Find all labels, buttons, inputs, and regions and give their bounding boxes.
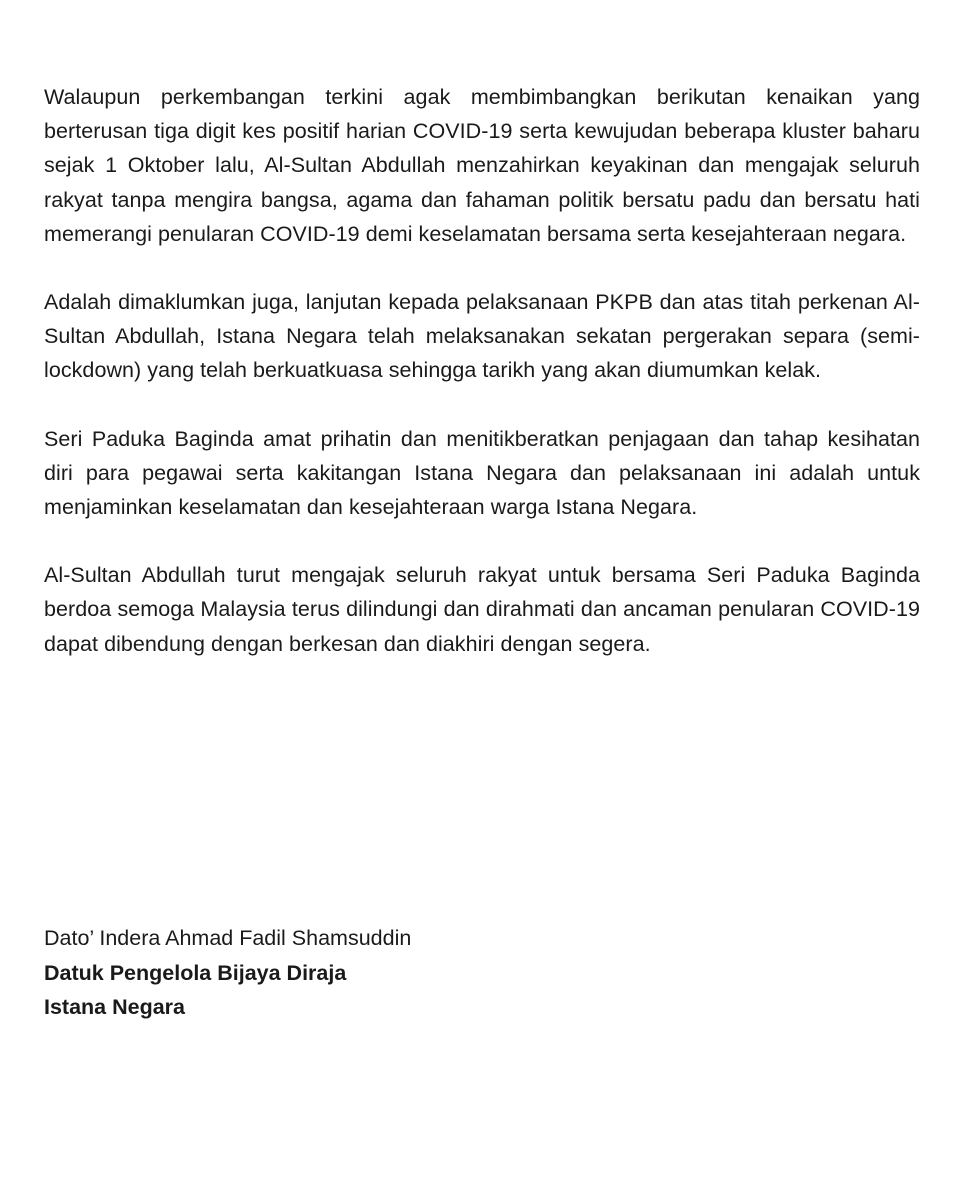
document-body: [44, 80, 920, 661]
paragraph-4: Al-Sultan Abdullah turut mengajak seluruh rakyat untuk bersama Seri Paduka Baginda berdoa semoga Malaysia terus dilindungi dan dirahmati dan ancaman penularan COVID-19 dapat dibendung dengan berkesan dan diakhiri dengan segera.: [44, 563, 920, 656]
signatory-name: Dato’ Indera Ahmad Fadil Shamsuddin: [44, 926, 412, 950]
signature-block: [44, 921, 920, 1025]
signatory-organization: Istana Negara: [44, 995, 186, 1019]
paragraph-2: Adalah dimaklumkan juga, lanjutan kepada pelaksanaan PKPB dan atas titah perkenan Al-Sultan Abdullah, Istana Negara telah melaksanakan sekatan pergerakan separa (semi-lockdown) yang telah berkuatkuasa sehingga tarikh yang akan diumumkan kelak.: [44, 290, 920, 383]
signatory-title: Datuk Pengelola Bijaya Diraja: [44, 960, 347, 985]
paragraph-1: Walaupun perkembangan terkini agak membimbangkan berikutan kenaikan yang berterusan tiga digit kes positif harian COVID-19 serta kewujudan beberapa kluster baharu sejak 1 Oktober lalu, Al-Sultan Abdullah menzahirkan keyakinan dan mengajak seluruh rakyat tanpa mengira bangsa, agama dan fahaman politik bersatu padu dan bersatu hati memerangi penularan COVID-19 demi keselamatan bersama serta kesejahteraan negara.: [44, 85, 920, 246]
paragraph-3: Seri Paduka Baginda amat prihatin dan menitikberatkan penjagaan dan tahap kesihatan diri para pegawai serta kakitangan Istana Negara dan pelaksanaan ini adalah untuk menjaminkan keselamatan dan kesejahteraan warga Istana Negara.: [44, 426, 920, 520]
